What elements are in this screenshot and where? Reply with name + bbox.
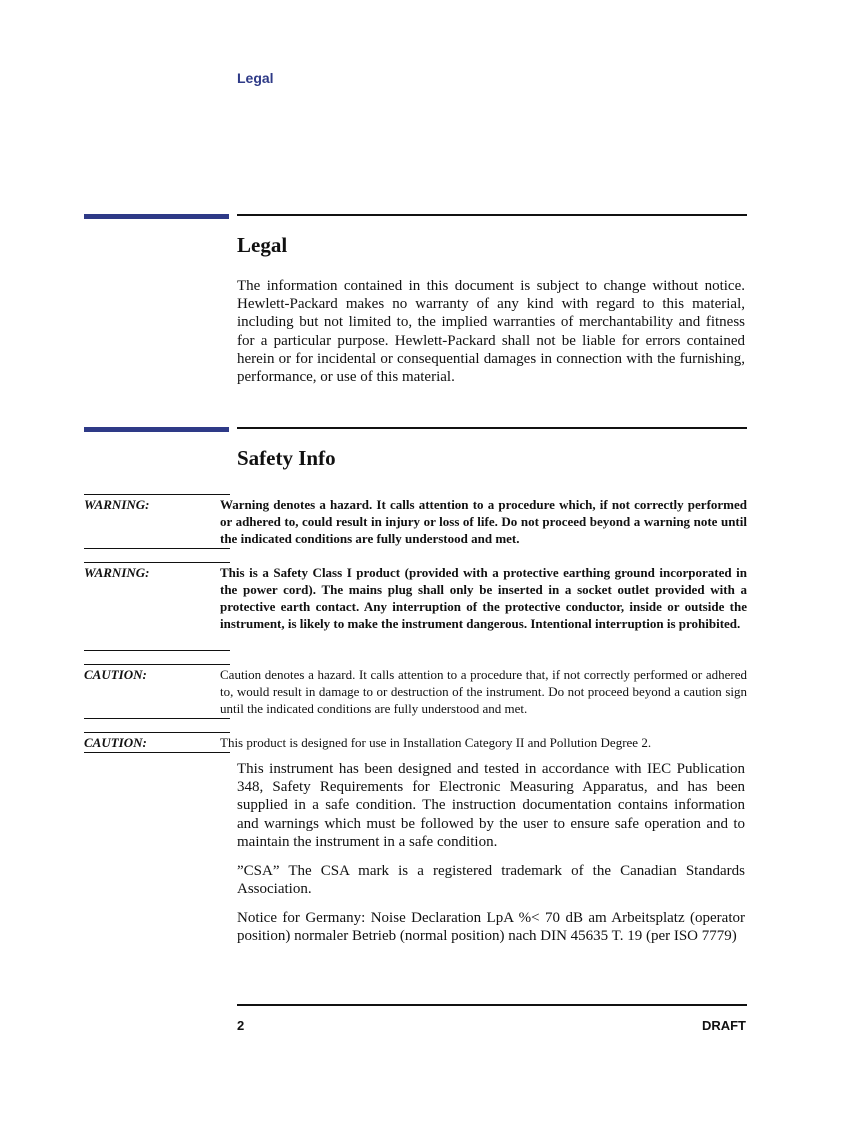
note-top-rule [84, 664, 230, 665]
caution-label: CAUTION: [84, 667, 147, 682]
caution-text: Caution denotes a hazard. It calls attention to a procedure that, if not correctly performed or adhered to, would result in damage to or destruction of the instrument. Do not proceed beyond a caution sign until the indicated conditions are fully understood and met. [220, 667, 747, 716]
note-bottom-rule [84, 650, 230, 651]
warning-label: WARNING: [84, 565, 150, 580]
section-marker-bar [84, 214, 229, 219]
section-rule [237, 214, 747, 216]
warning-text: Warning denotes a hazard. It calls attention to a procedure which, if not correctly performed or adhered to, could result in injury or loss of life. Do not proceed beyond a warning note until the indicated conditions are fully understood and met. [220, 497, 747, 546]
legal-paragraph: The information contained in this document is subject to change without notice. Hewlett-Packard makes no warranty of any kind with regard to this material, including but not limited to, the implied warranties of merchantability and fitness for a particular purpose. Hewlett-Packard shall not be liable for errors contained herein or for incidental or consequential damages in connection with the furnishing, performance, or use of this material. [237, 278, 745, 386]
section-marker-bar [84, 427, 229, 432]
safety-paragraph: Notice for Germany: Noise Declaration LpA %< 70 dB am Arbeitsplatz (operator position) normaler Betrieb (normal position) nach DIN 45635 T. 19 (per ISO 7779) [237, 910, 745, 945]
note-bottom-rule [84, 752, 230, 753]
safety-paragraph: ”CSA” The CSA mark is a registered trademark of the Canadian Standards Association. [237, 863, 745, 898]
warning-label: WARNING: [84, 497, 150, 512]
safety-paragraph: This instrument has been designed and tested in accordance with IEC Publication 348, Safety Requirements for Electronic Measuring Apparatus, and has been supplied in a safe condition. The instruction documentation contains information and warnings which must be followed by the user to ensure safe operation and to maintain the instrument in a safe condition. [237, 761, 745, 850]
running-header: Legal [237, 70, 274, 86]
draft-status: DRAFT [701, 1018, 746, 1033]
note-bottom-rule [84, 548, 230, 549]
note-top-rule [84, 562, 230, 563]
safety-heading: Safety Info [237, 446, 336, 470]
page-number: 2 [237, 1018, 245, 1033]
section-rule [237, 427, 747, 429]
note-top-rule [84, 494, 230, 495]
footer-rule [237, 1004, 747, 1006]
caution-label: CAUTION: [84, 735, 147, 750]
caution-text: This product is designed for use in Installation Category II and Pollution Degree 2. [220, 735, 652, 750]
warning-text: This is a Safety Class I product (provided with a protective earthing ground incorporated in the power cord). The mains plug shall only be inserted in a socket outlet provided with a protective earth contact. Any interruption of the protective conductor, inside or outside the instrument, is likely to make the instrument dangerous. Intentional interruption is prohibited. [220, 565, 747, 631]
note-bottom-rule [84, 718, 230, 719]
note-top-rule [84, 732, 230, 733]
legal-heading: Legal [237, 233, 288, 257]
